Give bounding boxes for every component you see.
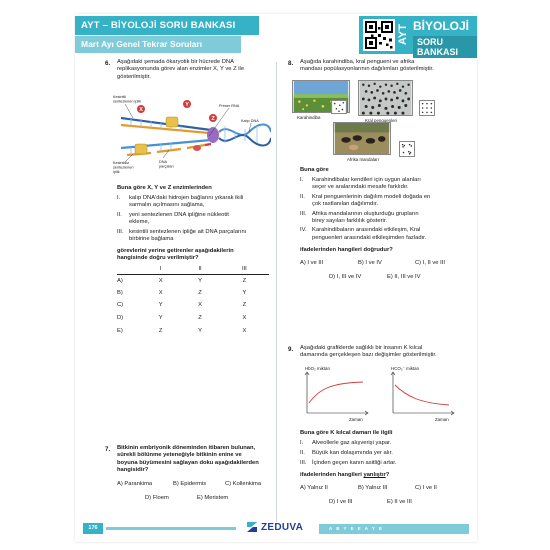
label-parcalari: parçaları	[159, 164, 174, 169]
q6-item-3	[117, 229, 267, 244]
table-cell: Z	[242, 302, 247, 309]
q6-question-line: hangisinde doğru verilmiştir?	[117, 255, 199, 262]
label-primer: Primer RNA	[219, 104, 240, 108]
table-cell: X	[158, 289, 163, 296]
q6-stem	[117, 59, 267, 81]
clumped-distribution-icon	[399, 141, 415, 157]
badge-brand-title: BİYOLOJİ	[413, 19, 470, 33]
q6-item-line: kesintili sentezlenen ipliğe ait DNA parçalarını	[129, 228, 247, 235]
q6-item-2	[117, 212, 267, 227]
q8-item-line: Karahindibaların arasındaki etkileşim, Kral	[312, 227, 421, 234]
answer-key-strip: A B Y E E A Y E	[319, 524, 469, 534]
graph1-curve	[309, 382, 363, 403]
q6-item-line: ekleme,	[129, 219, 150, 226]
q9-option-e[interactable]: E) II ve III	[387, 499, 412, 505]
q9-item-3	[300, 460, 472, 467]
zeduva-logo-icon	[246, 521, 258, 533]
q6-item-line: birbirine bağlama	[129, 236, 174, 243]
label-y: Y	[185, 102, 189, 108]
q8-item-line: Afrika mandalarının oluşturduğu grupların	[312, 210, 419, 217]
table-cell: Z	[158, 327, 163, 334]
q6-item-number: II.	[117, 211, 122, 218]
option-label[interactable]: A)	[117, 277, 123, 284]
q9-graphs	[297, 365, 469, 423]
q8-item-line: penguenleri arasındaki etkileşimden fazladır.	[312, 234, 427, 241]
q8-option-d[interactable]: D) I, III ve IV	[329, 274, 362, 280]
q6-prompt: Buna göre X, Y ve Z enzimlerinden	[117, 185, 212, 191]
table-header-cell: I	[141, 265, 180, 274]
q6-item-1	[117, 195, 267, 210]
page-number: 176	[83, 523, 103, 534]
q6-items	[117, 195, 267, 243]
q8-question: ifadelerinden hangileri doğrudur?	[300, 247, 393, 253]
table-cell: Y	[158, 315, 163, 322]
q7-stem-line: boyuna büyümesini sağlayan doku aşağıdakilerden	[117, 459, 259, 466]
q8-item-line: seçer ve aralarındaki mesafe farklıdır.	[312, 184, 409, 191]
table-row[interactable]	[117, 312, 269, 325]
q8-item-line: Karahindibalar kendileri için uygun alanları	[312, 177, 421, 183]
q8-item-number: II.	[300, 193, 305, 200]
q6-stem-line: replikasyonunda görev alan enzimler X, Y ve Z ile	[117, 66, 245, 73]
option-label[interactable]: E)	[117, 327, 123, 334]
q8-item-line: çok rastlanılan dağılımdır.	[312, 201, 379, 208]
table-header-cell: II	[180, 265, 219, 274]
q9-question-emphasis: yanlıştır	[363, 472, 386, 478]
q9-stem	[300, 345, 472, 360]
graph1-ylabel: HbO₂ miktarı	[305, 366, 331, 371]
q9-stem-line: Aşağıdaki grafiklerde sağlıklı bir insanın K kılcal	[300, 345, 423, 351]
q8-option-e[interactable]: E) II, III ve IV	[387, 274, 421, 280]
q8-stem	[300, 59, 472, 74]
q8-item-number: III.	[300, 210, 307, 217]
q6-item-number: III.	[117, 228, 124, 235]
label-z: Z	[211, 116, 215, 122]
q8-items	[300, 177, 472, 242]
q8-prompt: Buna göre	[300, 167, 329, 173]
table-cell: X	[198, 302, 202, 309]
label-kesintisiz-3: iplik	[113, 170, 120, 174]
header-subtitle: Mart Ayı Genel Tekrar Soruları	[75, 36, 241, 53]
q9-items	[300, 440, 472, 467]
header-left	[75, 16, 259, 54]
q8-stem-line: mandası popülasyonlarının dağılımları gösterilmiştir.	[300, 66, 434, 73]
q8-item-1	[300, 177, 472, 192]
caption-penguins: Kral penguenleri	[365, 118, 397, 123]
table-cell: X	[242, 327, 247, 334]
q8-item-line: Kral penguenlerinin dağılım modeli doğada en	[312, 193, 431, 200]
penguin-photo	[358, 80, 413, 116]
q9-item-number: I.	[300, 440, 304, 446]
q9-question-post: ?	[385, 472, 390, 478]
q8-item-4	[300, 227, 472, 242]
q6-number: 6.	[105, 60, 111, 67]
q7-number: 7.	[105, 446, 111, 453]
q7-option-e[interactable]: E) Meristem	[197, 495, 229, 501]
q6-item-line: sarmalın açılmasını sağlama,	[129, 202, 205, 209]
q8-item-number: I.	[300, 177, 304, 183]
table-cell: Y	[198, 327, 202, 334]
q7-option-b[interactable]: B) Epidermis	[173, 481, 207, 487]
table-cell: Z	[198, 315, 202, 322]
q6-stem-line: Aşağıdaki şemada ökaryotik bir hücrede DNA	[117, 59, 234, 65]
q6-item-line: yeni sentezlenen DNA ipliğine nükleotit	[129, 211, 229, 218]
q9-option-a[interactable]: A) Yalnız II	[300, 485, 328, 491]
option-label[interactable]: B)	[117, 289, 123, 296]
column-divider	[276, 62, 277, 522]
q9-prompt: Buna göre K kılcal damarı ile ilgili	[300, 430, 393, 436]
label-dna: DNA	[159, 160, 168, 164]
table-cell: Z	[198, 289, 202, 296]
q6-stem-line: gösterilmiştir.	[117, 73, 151, 80]
q8-option-c[interactable]: C) I, II ve III	[415, 260, 445, 266]
table-row[interactable]	[117, 274, 269, 287]
header-badge	[359, 16, 477, 57]
label-kalip: Kalıp DNA	[241, 119, 259, 123]
label-kesintisiz: Kesintisiz	[113, 161, 130, 165]
q7-stem-line: Bitkinin embriyonik döneminden itibaren bulunan,	[117, 445, 256, 451]
table-row[interactable]	[117, 299, 269, 312]
q7-stem-line: sürekli bölünme yeteneğiyle bitkinin enine ve	[117, 452, 242, 459]
table-cell: Y	[158, 302, 163, 309]
q9-item-1	[300, 440, 472, 447]
graph2-ylabel: HCO₃⁻ miktarı	[391, 366, 420, 371]
q9-number: 9.	[288, 346, 294, 353]
q9-item-line: İçinden geçen kanın asitliği artar.	[312, 459, 397, 466]
caption-buffalo: Afrika mandaları	[347, 157, 379, 162]
q8-option-b[interactable]: B) I ve IV	[358, 260, 382, 266]
q9-question-pre: ifadelerinden hangileri	[300, 472, 364, 478]
table-cell: Y	[242, 289, 247, 296]
random-distribution-icon	[331, 100, 347, 114]
graph1-xlabel: Zaman	[349, 417, 363, 422]
label-kesintisiz-2: sentezlenen	[113, 165, 134, 170]
table-cell: Z	[242, 277, 247, 284]
logo-text: ZEDUVA	[261, 521, 304, 533]
q6-answer-table	[117, 265, 269, 337]
q9-option-b[interactable]: B) Yalnız III	[358, 485, 388, 491]
q7-option-d[interactable]: D) Floem	[145, 495, 169, 501]
dna-replication-diagram	[111, 92, 271, 178]
label-kesintili-2: sentezlenen iplik	[113, 99, 142, 104]
q9-question	[300, 472, 389, 479]
q8-item-number: IV.	[300, 227, 307, 234]
label-x: X	[139, 107, 143, 113]
q6-item-number: I.	[117, 195, 121, 201]
badge-ayt: AYT	[397, 24, 409, 46]
q9-item-line: Alveollerle gaz alışverişi yapar.	[312, 440, 392, 446]
q9-option-c[interactable]: C) I ve II	[415, 485, 437, 491]
table-header-row	[117, 265, 269, 274]
caption-dandelion: Karahindiba	[297, 115, 321, 120]
q8-option-a[interactable]: A) I ve III	[300, 260, 324, 266]
graph2-xlabel: Zaman	[435, 417, 449, 422]
option-label[interactable]: C)	[117, 302, 124, 309]
buffalo-photo	[333, 122, 391, 155]
q9-option-d[interactable]: D) I ve III	[329, 499, 353, 505]
option-label[interactable]: D)	[117, 315, 124, 322]
table-cell: Y	[198, 277, 202, 284]
table-header-cell: III	[220, 265, 269, 274]
footer-bar-left	[106, 527, 236, 530]
table-row[interactable]	[117, 324, 269, 337]
q8-number: 8.	[288, 60, 294, 67]
q9-stem-line: damarında gerçekleşen bazı değişimler gösterilmiştir.	[300, 352, 437, 359]
q9-item-line: Büyük kan dolaşımında yer alır.	[312, 449, 393, 456]
book-page	[75, 14, 477, 542]
q9-item-number: II.	[300, 449, 305, 456]
publisher-logo	[246, 519, 303, 535]
q8-item-3	[300, 211, 472, 226]
q7-option-c[interactable]: C) Kollenkima	[225, 481, 262, 487]
table-cell: X	[242, 315, 247, 322]
q9-item-number: III.	[300, 459, 307, 466]
q9-item-2	[300, 450, 472, 457]
qr-code-icon[interactable]	[363, 19, 395, 51]
header-title: AYT – BİYOLOJİ SORU BANKASI	[75, 16, 259, 35]
uniform-distribution-icon	[419, 100, 435, 116]
q8-item-2	[300, 194, 472, 209]
table-row[interactable]	[117, 287, 269, 300]
q8-item-line: birey sayıları farklılık gösterir.	[312, 218, 388, 225]
q7-option-a[interactable]: A) Parankima	[117, 481, 153, 487]
table-cell: X	[158, 277, 163, 284]
q7-stem	[117, 445, 272, 475]
graph2-curve	[395, 385, 449, 405]
q8-stem-line: Aşağıda karahindiba, kral pengueni ve afrika	[300, 59, 415, 65]
q6-question	[117, 248, 272, 263]
q7-stem-line: hangisidir?	[117, 467, 149, 474]
q6-item-line: kalıp DNA'daki hidrojen bağlarını yıkarak ikili	[129, 195, 244, 201]
label-kesintili: Kesintili	[113, 95, 127, 99]
q6-question-line: görevlerini yerine getirenler aşağıdakilerin	[117, 248, 234, 254]
badge-brand-subtitle: SORU BANKASI	[413, 36, 477, 58]
